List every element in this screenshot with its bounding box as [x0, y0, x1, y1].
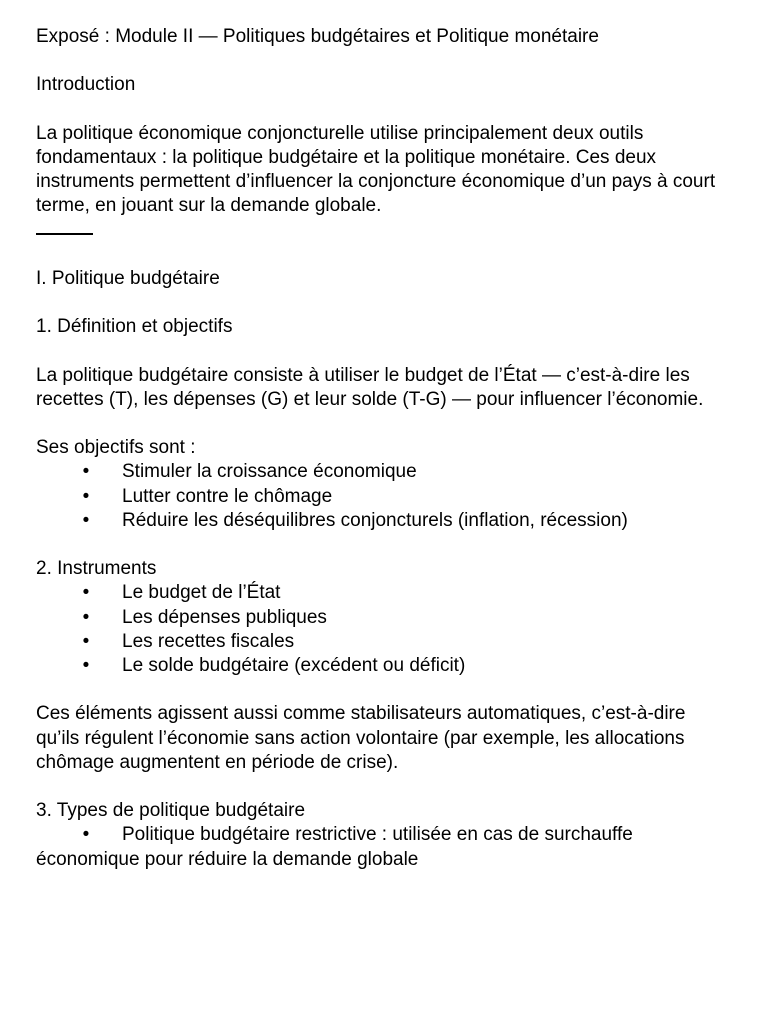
list-item-text: Lutter contre le chômage	[122, 485, 333, 507]
bullet-icon: •	[82, 630, 90, 652]
objectives-list	[36, 460, 732, 533]
subheading-instruments: 2. Instruments	[36, 558, 157, 580]
bullet-icon: •	[82, 606, 90, 628]
list-item-text: Réduire les déséquilibres conjoncturels (inflation, récession)	[122, 509, 628, 531]
bullet-icon: •	[82, 654, 90, 676]
list-item	[36, 823, 732, 871]
list-item	[36, 485, 732, 509]
intro-paragraph: La politique économique conjoncturelle utilise principalement deux outils fondamentaux : la politique budgétaire et la politique monétaire. Ces deux instruments permettent d’influencer la conjoncture économique d’un pays à court terme, en jouant sur la demande globale.	[36, 122, 716, 217]
bullet-icon: •	[82, 824, 90, 846]
list-item	[36, 509, 732, 533]
list-item-text: Les recettes fiscales	[122, 630, 295, 652]
instruments-list	[36, 581, 732, 678]
list-item	[36, 581, 732, 605]
section-heading-budgetary-policy: I. Politique budgétaire	[36, 267, 220, 289]
stabilisers-paragraph: Ces éléments agissent aussi comme stabilisateurs automatiques, c’est-à-dire qu’ils régulent l’économie sans action volontaire (par exemple, les allocations chômage augmentent en période de crise).	[36, 703, 686, 773]
bullet-icon: •	[82, 485, 90, 507]
definition-paragraph: La politique budgétaire consiste à utiliser le budget de l’État — c’est-à-dire les recettes (T), les dépenses (G) et leur solde (T-G) — pour influencer l’économie.	[36, 364, 704, 410]
intro-heading: Introduction	[36, 74, 136, 96]
list-item-text: Les dépenses publiques	[122, 606, 327, 628]
list-item	[36, 460, 732, 484]
list-item	[36, 606, 732, 630]
list-item-text: Le budget de l’État	[122, 582, 281, 604]
list-item-text: Le solde budgétaire (excédent ou déficit)	[122, 654, 466, 676]
document-title: Exposé : Module II — Politiques budgétaires et Politique monétaire	[36, 26, 599, 47]
types-list	[36, 823, 732, 871]
bullet-icon: •	[82, 461, 90, 483]
bullet-icon: •	[82, 582, 90, 604]
list-item-text: Politique budgétaire restrictive : utilisée en cas de surchauffe économique pour réduire la demande globale	[36, 824, 633, 870]
list-item	[36, 630, 732, 654]
subheading-types: 3. Types de politique budgétaire	[36, 800, 306, 822]
objectives-lead: Ses objectifs sont :	[36, 437, 196, 459]
section-divider	[36, 233, 93, 235]
subheading-definition: 1. Définition et objectifs	[36, 316, 233, 338]
list-item	[36, 654, 732, 678]
bullet-icon: •	[82, 509, 90, 531]
list-item-text: Stimuler la croissance économique	[122, 461, 417, 483]
